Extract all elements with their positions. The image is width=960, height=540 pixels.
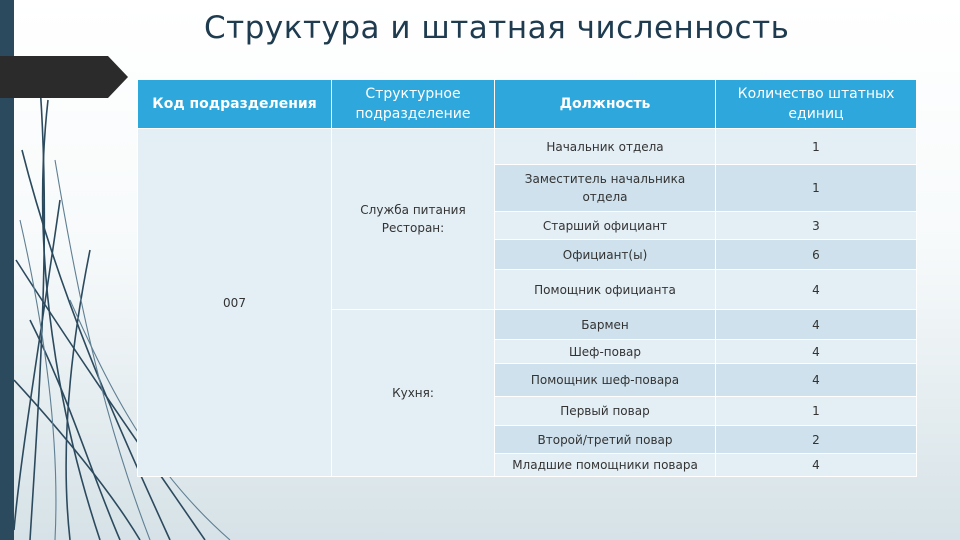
position-cell: Шеф-повар (495, 340, 716, 364)
count-cell: 6 (716, 240, 917, 270)
table-header-row (138, 80, 917, 129)
position-cell: Первый повар (495, 397, 716, 426)
title-tab-decoration (0, 56, 130, 98)
unit-kitchen: Кухня: (332, 310, 495, 477)
count-cell: 1 (716, 129, 917, 165)
count-cell: 1 (716, 165, 917, 212)
position-cell: Второй/третий повар (495, 426, 716, 454)
position-cell: Начальник отдела (495, 129, 716, 165)
position-cell: Помощник официанта (495, 270, 716, 310)
count-cell: 4 (716, 454, 917, 477)
count-cell: 1 (716, 397, 917, 426)
count-cell: 4 (716, 270, 917, 310)
unit-restaurant: Служба питания Ресторан: (332, 129, 495, 310)
position-cell: Младшие помощники повара (495, 454, 716, 477)
count-cell: 2 (716, 426, 917, 454)
staffing-table (137, 79, 917, 477)
header-code: Код подразделения (138, 80, 332, 129)
page-title: Структура и штатная численность (204, 10, 790, 46)
table-row (138, 129, 917, 165)
code-cell: 007 (138, 129, 332, 477)
header-count: Количество штатных единиц (716, 80, 917, 129)
header-unit: Структурное подразделение (332, 80, 495, 129)
position-cell: Заместитель начальника отдела (495, 165, 716, 212)
count-cell: 3 (716, 212, 917, 240)
header-position: Должность (495, 80, 716, 129)
count-cell: 4 (716, 310, 917, 340)
position-cell: Бармен (495, 310, 716, 340)
count-cell: 4 (716, 340, 917, 364)
position-cell: Помощник шеф-повара (495, 364, 716, 397)
position-cell: Официант(ы) (495, 240, 716, 270)
count-cell: 4 (716, 364, 917, 397)
position-cell: Старший официант (495, 212, 716, 240)
